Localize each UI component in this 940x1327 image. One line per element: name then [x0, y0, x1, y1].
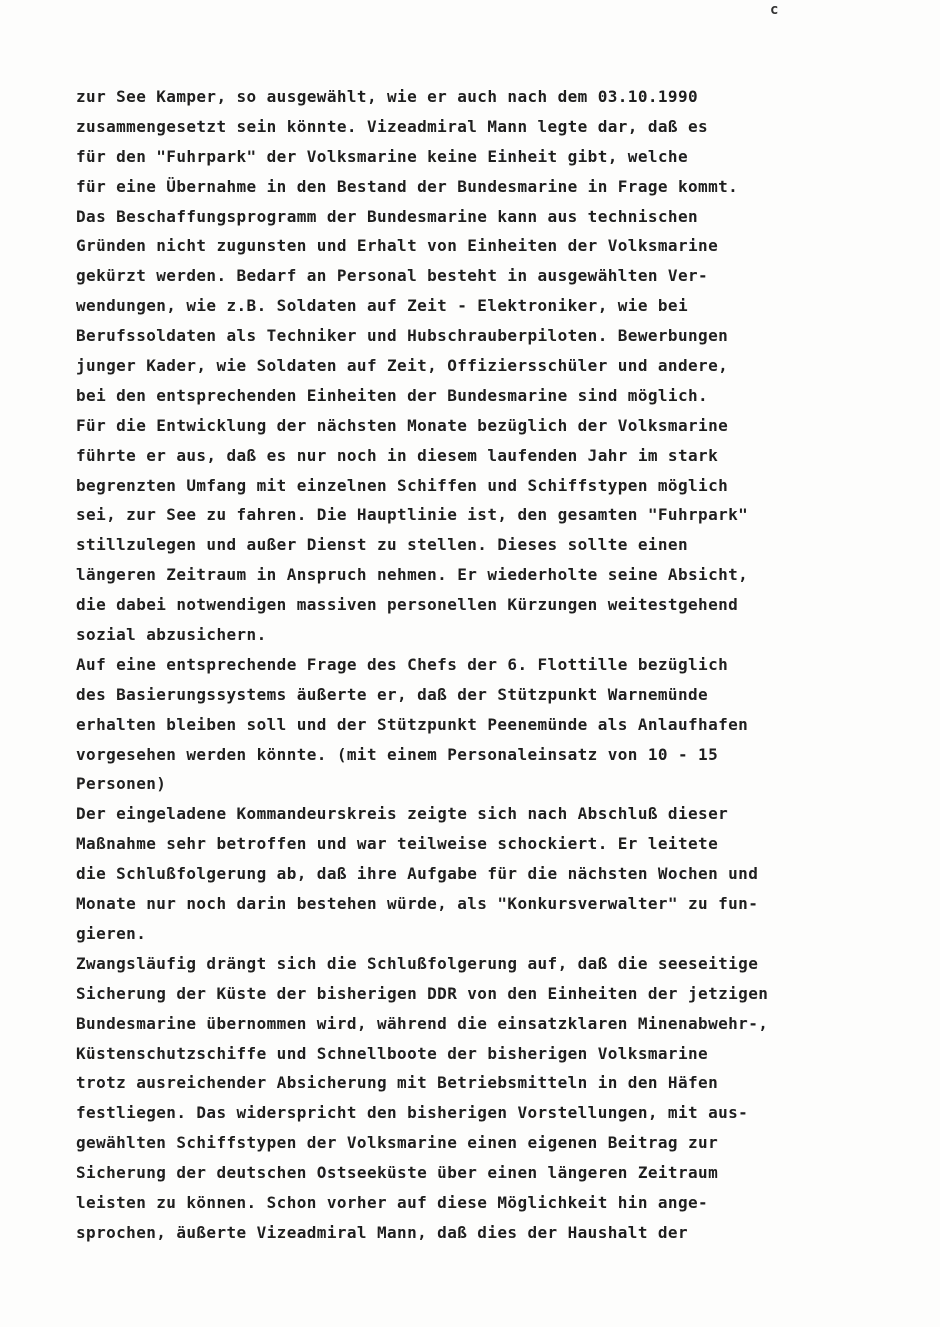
text-line: stillzulegen und außer Dienst zu stellen. Dieses sollte einen	[76, 535, 689, 555]
text-line: zur See Kamper, so ausgewählt, wie er auch nach dem 03.10.1990	[76, 87, 699, 106]
text-line: sprochen, äußerte Vizeadmiral Mann, daß dies der Haushalt der	[76, 1222, 689, 1242]
text-line: vorgesehen werden könnte. (mit einem Personaleinsatz von 10 - 15	[76, 744, 719, 764]
text-line: leisten zu können. Schon vorher auf diese Möglichkeit hin ange-	[76, 1192, 709, 1212]
text-line: Der eingeladene Kommandeurskreis zeigte sich nach Abschluß dieser	[76, 804, 729, 824]
text-line: festliegen. Das widerspricht den bisherigen Vorstellungen, mit aus-	[76, 1103, 749, 1123]
text-line: Auf eine entsprechende Frage des Chefs der 6. Flottille bezüglich	[76, 654, 729, 674]
text-line: gekürzt werden. Bedarf an Personal besteht in ausgewählten Ver-	[76, 266, 709, 286]
text-line: längeren Zeitraum in Anspruch nehmen. Er wiederholte seine Absicht,	[76, 565, 749, 585]
text-line: Bundesmarine übernommen wird, während die einsatzklaren Minenabwehr-,	[76, 1013, 769, 1033]
text-line: gewählten Schiffstypen der Volksmarine einen eigenen Beitrag zur	[76, 1133, 719, 1153]
text-line: bei den entsprechenden Einheiten der Bundesmarine sind möglich.	[76, 385, 709, 405]
text-line: sozial abzusichern.	[76, 625, 267, 645]
text-line: wendungen, wie z.B. Soldaten auf Zeit - Elektroniker, wie bei	[76, 296, 689, 316]
text-line: begrenzten Umfang mit einzelnen Schiffen und Schiffstypen möglich	[76, 475, 729, 495]
text-line: erhalten bleiben soll und der Stützpunkt Peenemünde als Anlaufhafen	[76, 714, 749, 734]
text-line: des Basierungssystems äußerte er, daß der Stützpunkt Warnemünde	[76, 684, 709, 704]
corner-mark: c	[770, 2, 779, 18]
text-line: Küstenschutzschiffe und Schnellboote der bisherigen Volksmarine	[76, 1043, 709, 1063]
text-line: trotz ausreichender Absicherung mit Betriebsmitteln in den Häfen	[76, 1073, 719, 1093]
text-line: Sicherung der Küste der bisherigen DDR von den Einheiten der jetzigen	[76, 983, 769, 1003]
text-line: Personen)	[76, 774, 167, 794]
text-line: Berufssoldaten als Techniker und Hubschrauberpiloten. Bewerbungen	[76, 326, 729, 346]
text-line: Für die Entwicklung der nächsten Monate bezüglich der Volksmarine	[76, 415, 729, 435]
text-line: junger Kader, wie Soldaten auf Zeit, Offiziersschüler und andere,	[76, 356, 729, 376]
text-line: für eine Übernahme in den Bestand der Bundesmarine in Frage kommt.	[76, 176, 739, 196]
text-line: Sicherung der deutschen Ostseeküste über einen längeren Zeitraum	[76, 1163, 719, 1183]
text-line: für den "Fuhrpark" der Volksmarine keine Einheit gibt, welche	[76, 146, 689, 166]
text-line: zusammengesetzt sein könnte. Vizeadmiral Mann legte dar, daß es	[76, 116, 709, 136]
text-line: gieren.	[76, 923, 147, 943]
text-line: Gründen nicht zugunsten und Erhalt von Einheiten der Volksmarine	[76, 236, 719, 256]
text-line: sei, zur See zu fahren. Die Hauptlinie ist, den gesamten "Fuhrpark"	[76, 505, 749, 525]
text-line: die Schlußfolgerung ab, daß ihre Aufgabe für die nächsten Wochen und	[76, 864, 759, 884]
text-line: Das Beschaffungsprogramm der Bundesmarine kann aus technischen	[76, 206, 699, 226]
text-line: die dabei notwendigen massiven personellen Kürzungen weitestgehend	[76, 595, 739, 615]
text-line: Zwangsläufig drängt sich die Schlußfolgerung auf, daß die seeseitige	[76, 953, 759, 973]
typed-text-body	[76, 82, 906, 1248]
text-line: führte er aus, daß es nur noch in diesem laufenden Jahr im stark	[76, 445, 719, 465]
text-line: Maßnahme sehr betroffen und war teilweise schockiert. Er leitete	[76, 834, 719, 854]
text-line: Monate nur noch darin bestehen würde, als "Konkursverwalter" zu fun-	[76, 894, 759, 914]
